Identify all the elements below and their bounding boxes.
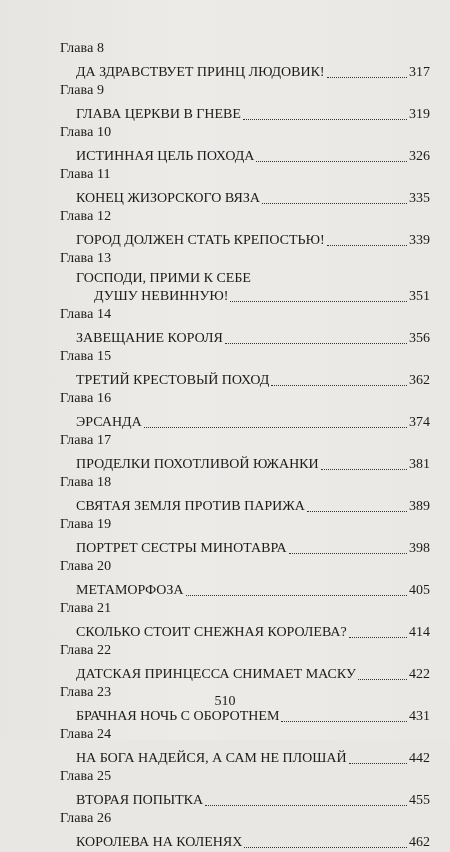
chapter-title-line-1: ГОСПОДИ, ПРИМИ К СЕБЕ [76,271,251,286]
toc-entry [76,270,430,306]
dot-leader [256,161,407,162]
chapter-title: ГЛАВА ЦЕРКВИ В ГНЕВЕ [76,107,241,122]
dot-leader [349,763,407,764]
toc-chapter-26 [60,810,430,852]
toc-chapter-15 [60,348,430,390]
chapter-title: ВТОРАЯ ПОПЫТКА [76,793,204,808]
page-number: 356 [409,331,430,346]
toc-chapter-13 [60,250,430,306]
chapter-label: Глава 10 [60,125,112,140]
page-number: 462 [409,835,430,850]
toc-entry [76,144,430,166]
dot-leader [144,427,407,428]
dot-leader [321,469,407,470]
toc-entry [76,326,430,348]
chapter-title: КОНЕЦ ЖИЗОРСКОГО ВЯЗА [76,191,261,206]
chapter-title: СКОЛЬКО СТОИТ СНЕЖНАЯ КОРОЛЕВА? [76,625,347,640]
toc-chapter-19 [60,516,430,558]
chapter-title: ДАТСКАЯ ПРИНЦЕССА СНИМАЕТ МАСКУ [76,667,356,682]
table-of-contents [60,40,430,852]
page-number: 455 [409,793,430,808]
chapter-label: Глава 16 [60,391,112,406]
page-number: 339 [409,233,430,248]
dot-leader [262,203,407,204]
toc-entry [76,536,430,558]
chapter-label: Глава 25 [60,769,112,784]
chapter-label: Глава 9 [60,83,105,98]
toc-chapter-18 [60,474,430,516]
dot-leader [358,679,407,680]
page-number: 442 [409,751,430,766]
chapter-title: ГОРОД ДОЛЖЕН СТАТЬ КРЕПОСТЬЮ! [76,233,325,248]
page-number: 405 [409,583,430,598]
chapter-label: Глава 11 [60,167,111,182]
chapter-title: БРАЧНАЯ НОЧЬ С ОБОРОТНЕМ [76,709,280,724]
chapter-label: Глава 24 [60,727,112,742]
toc-chapter-20 [60,558,430,600]
chapter-label: Глава 13 [60,251,112,266]
chapter-title: ЭРСАНДА [76,415,142,430]
toc-chapter-25 [60,768,430,810]
chapter-title: ПРОДЕЛКИ ПОХОТЛИВОЙ ЮЖАНКИ [76,457,319,472]
page-number: 351 [409,289,430,304]
chapter-title: НА БОГА НАДЕЙСЯ, А САМ НЕ ПЛОШАЙ [76,751,347,766]
dot-leader [349,637,407,638]
toc-entry [76,186,430,208]
chapter-title: КОРОЛЕВА НА КОЛЕНЯХ [76,835,243,850]
page-number: 374 [409,415,430,430]
toc-entry-row [76,288,430,306]
chapter-title: ИСТИННАЯ ЦЕЛЬ ПОХОДА [76,149,255,164]
toc-entry [76,746,430,768]
toc-chapter-16 [60,390,430,432]
page-number: 319 [409,107,430,122]
toc-chapter-12 [60,208,430,250]
page-number: 389 [409,499,430,514]
chapter-label: Глава 14 [60,307,112,322]
chapter-label: Глава 8 [60,41,105,56]
dot-leader [327,77,407,78]
page-number: 335 [409,191,430,206]
dot-leader [307,511,407,512]
toc-chapter-14 [60,306,430,348]
page-number: 317 [409,65,430,80]
page-number: 431 [409,709,430,724]
chapter-label: Глава 21 [60,601,112,616]
page-number: 381 [409,457,430,472]
toc-chapter-22 [60,642,430,684]
toc-chapter-10 [60,124,430,166]
chapter-label: Глава 23 [60,685,112,700]
dot-leader [186,595,407,596]
toc-chapter-24 [60,726,430,768]
dot-leader [230,301,407,302]
chapter-label: Глава 19 [60,517,112,532]
chapter-title: ТРЕТИЙ КРЕСТОВЫЙ ПОХОД [76,373,270,388]
dot-leader [225,343,407,344]
toc-entry [76,228,430,250]
chapter-title: СВЯТАЯ ЗЕМЛЯ ПРОТИВ ПАРИЖА [76,499,305,514]
chapter-label: Глава 22 [60,643,112,658]
chapter-label: Глава 15 [60,349,112,364]
page-number: 422 [409,667,430,682]
toc-chapter-17 [60,432,430,474]
chapter-label: Глава 12 [60,209,112,224]
chapter-label: Глава 17 [60,433,112,448]
chapter-title: ПОРТРЕТ СЕСТРЫ МИНОТАВРА [76,541,287,556]
toc-entry [76,452,430,474]
toc-entry [76,410,430,432]
dot-leader [289,553,407,554]
chapter-title-line-2: ДУШУ НЕВИННУЮ! [94,289,229,304]
toc-entry [76,830,430,852]
toc-entry [76,368,430,390]
chapter-label: Глава 20 [60,559,112,574]
dot-leader [327,245,407,246]
chapter-title: МЕТАМОРФОЗА [76,583,184,598]
folio-page-number: 510 [214,694,236,709]
toc-entry [76,102,430,124]
page-number: 414 [409,625,430,640]
chapter-title: ДА ЗДРАВСТВУЕТ ПРИНЦ ЛЮДОВИК! [76,65,325,80]
toc-entry [76,620,430,642]
toc-chapter-21 [60,600,430,642]
dot-leader [281,721,407,722]
page-number: 326 [409,149,430,164]
chapter-label: Глава 26 [60,811,112,826]
dot-leader [244,847,407,848]
toc-entry [76,662,430,684]
dot-leader [205,805,407,806]
page-number: 362 [409,373,430,388]
toc-entry [76,60,430,82]
toc-chapter-8 [60,40,430,82]
chapter-title: ЗАВЕЩАНИЕ КОРОЛЯ [76,331,223,346]
chapter-label: Глава 18 [60,475,112,490]
page-number: 398 [409,541,430,556]
dot-leader [243,119,407,120]
toc-chapter-9 [60,82,430,124]
dot-leader [271,385,407,386]
toc-entry [76,578,430,600]
toc-entry [76,494,430,516]
toc-entry [76,788,430,810]
toc-chapter-11 [60,166,430,208]
